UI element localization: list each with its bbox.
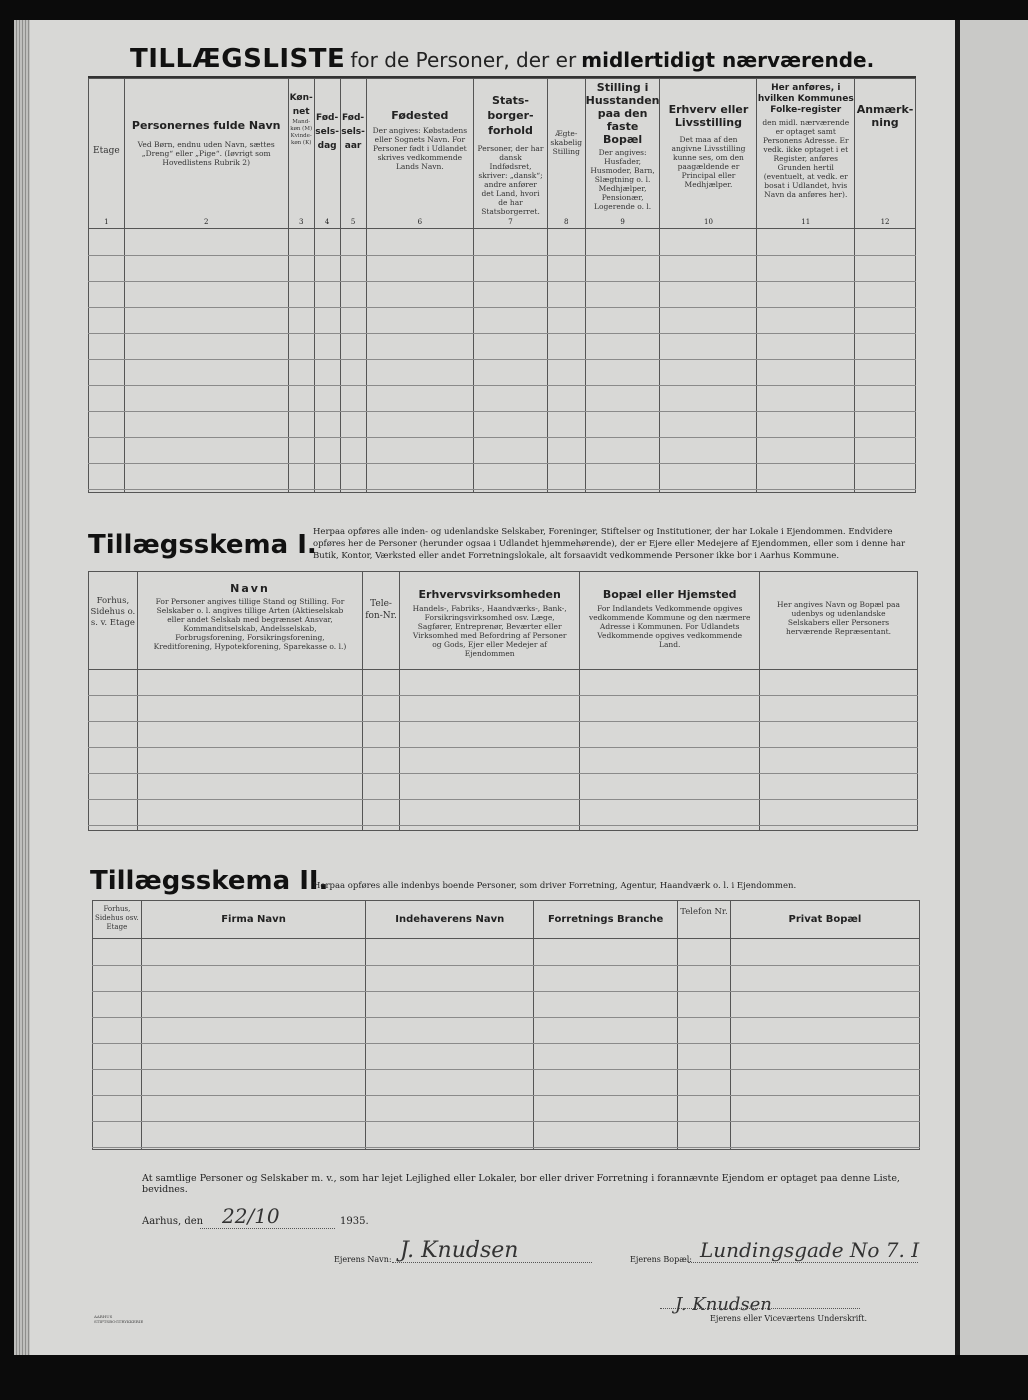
col-etage-head: Etage — [93, 146, 120, 156]
skema2-col-floor-text: Forhus, Sidehus osv. Etage — [95, 905, 139, 931]
col-name-head: Personernes fulde Navn — [131, 119, 281, 132]
footer-year: 1935. — [340, 1216, 369, 1227]
skema1-body-row — [89, 670, 918, 831]
col-num: 5 — [350, 218, 356, 226]
skema1-intro: Herpaa opføres alle inden- og udenlandske Selskaber, Foreninger, Stiftelser og Institutioner, der har Lokale i Ejendommen. Endvidere opføres her de Personer (herunder ogsaa i Udlandet hjemmehørende), der er Ejere eller Medejere af Ejendommen, eller som i denne har Butik, Kontor, Værksted eller andet Forretningslokale, alt forsaavidt vedkommende Personer ikke bor i Aarhus Kommune. — [313, 527, 906, 561]
skema1-table — [88, 571, 918, 831]
col-gender — [288, 79, 314, 229]
skema2-body-row — [93, 939, 920, 1150]
skema2-title: Tillægsskema II. — [90, 866, 329, 896]
skema1-col-name — [137, 572, 362, 670]
cell — [89, 670, 138, 831]
col-citizenship-head: Stats-borger-forhold — [487, 94, 534, 137]
col-birthplace-desc: Der angives: Købstadens eller Sognets Navn. For Personer født i Udlandet skrives vedkommende Lands Navn. — [372, 126, 468, 171]
col-birthyear-head: Fød-sels-aar — [341, 113, 365, 151]
cell — [366, 229, 474, 493]
skema2-col-branch-text: Forretnings Branche — [548, 914, 664, 925]
cell — [124, 229, 288, 493]
skema2-col-private — [730, 901, 919, 939]
skema1-col-floor — [89, 572, 138, 670]
cell — [89, 229, 125, 493]
main-table — [88, 78, 916, 493]
col-remark-head: Anmærk-ning — [856, 103, 914, 129]
skema1-col-residence-head: Bopæl eller Hjemsted — [602, 588, 737, 601]
signature-label: Ejerens eller Viceværtens Underskrift. — [710, 1314, 868, 1323]
col-birthday — [314, 79, 340, 229]
col-birthplace — [366, 79, 474, 229]
main-header-row — [89, 79, 916, 229]
cell — [730, 939, 919, 1150]
col-name-desc: Ved Børn, endnu uden Navn, sættes „Dreng“ eller „Pige“. (Iøvrigt som Hovedlistens Rubrik 2) — [137, 140, 275, 167]
col-occupation — [660, 79, 757, 229]
cell — [855, 229, 916, 493]
col-num: 2 — [203, 218, 209, 226]
skema2-col-owner-text: Indehaverens Navn — [395, 914, 505, 925]
skema2-col-private-text: Privat Bopæl — [788, 914, 862, 925]
skema1-col-business-desc: Handels-, Fabriks-, Haandværks-, Bank-, Forsikringsvirksomhed osv. Læge, Sagfører, Entreprenør, Beværter eller Virksomhed med Befordring af Personer og Gods, Ejer eller Medejer af Ejendommen — [412, 604, 567, 658]
cell — [363, 670, 400, 831]
col-num: 3 — [298, 218, 304, 226]
col-num: 6 — [417, 218, 423, 226]
skema2-col-firm-text: Firma Navn — [221, 914, 286, 925]
col-register-head: Her anføres, i hvilken Kommunes Folke-register — [757, 83, 854, 115]
signature-handwritten: J. Knudsen — [675, 1294, 772, 1315]
skema1-col-phone-text: Tele-fon-Nr. — [365, 599, 397, 621]
owner-address-line — [688, 1262, 918, 1263]
owner-name-handwritten: J. Knudsen — [400, 1238, 519, 1263]
signature-line — [660, 1308, 860, 1309]
col-citizenship-desc: Personer, der har dansk Indfødsret, skriver: „dansk“; andre anfører det Land, hvori de har Statsborgerret. — [477, 144, 544, 216]
col-occupation-desc: Det maa af den angivne Livsstilling kunne ses, om den paagældende er Principal eller Medhjælper. — [671, 135, 746, 189]
main-body-row — [89, 229, 916, 493]
col-gender-head: Køn-net — [289, 93, 313, 117]
printer-mark: AARHUS STIFTSBOGTRYKKERIE — [94, 1314, 144, 1324]
footer-city-label: Aarhus, den — [142, 1216, 204, 1227]
main-title — [130, 44, 920, 74]
cell — [141, 939, 366, 1150]
col-num: 8 — [564, 218, 569, 226]
date-handwritten: 22/10 — [222, 1204, 280, 1228]
col-num: 1 — [104, 218, 109, 226]
skema1-col-rep — [759, 572, 917, 670]
skema1-col-business-head: Erhvervsvirksomheden — [418, 588, 561, 601]
cell — [547, 229, 585, 493]
skema1-col-phone — [363, 572, 400, 670]
col-household — [585, 79, 660, 229]
cell — [759, 670, 917, 831]
owner-name-label: Ejerens Navn: — [334, 1255, 392, 1264]
owner-address-label: Ejerens Bopæl: — [630, 1255, 693, 1264]
cell — [474, 229, 548, 493]
title-rest: for de Personer, der er — [350, 48, 577, 72]
col-num: 9 — [620, 218, 625, 226]
skema2-header-row — [93, 901, 920, 939]
cell — [399, 670, 580, 831]
col-birthyear — [340, 79, 366, 229]
cell — [314, 229, 340, 493]
col-register-desc: den midl. nærværende er optaget samt Personens Adresse. Er vedk. ikke optaget i et Register, anføres Grunden hertil (eventuelt, at vedk. er bosat i Udlandet, hvis Navn da anføres her). — [762, 118, 850, 199]
skema2-col-floor — [93, 901, 142, 939]
cell — [678, 939, 731, 1150]
skema2-col-firm — [141, 901, 366, 939]
cell — [340, 229, 366, 493]
col-birthplace-head: Fødested — [391, 109, 449, 122]
col-register — [757, 79, 855, 229]
cell — [366, 939, 534, 1150]
col-num: 11 — [801, 218, 811, 226]
skema2-intro: Herpaa opføres alle indenbys boende Personer, som driver Forretning, Agentur, Haandværk o. l. i Ejendommen. — [313, 881, 797, 891]
facing-page — [960, 20, 1028, 1355]
col-etage — [89, 79, 125, 229]
col-gender-desc: Mand-køn (M) Kvinde-køn (K) — [290, 119, 313, 146]
col-name — [124, 79, 288, 229]
col-birthday-head: Fød-sels-dag — [315, 113, 339, 151]
skema1-col-rep-desc: Her angives Navn og Bopæl paa udenbys og udenlandske Selskabers eller Personers herværende Repræsentant. — [777, 600, 900, 636]
title-bold-1: TILLÆGSLISTE — [130, 44, 346, 74]
skema1-title: Tillægsskema I. — [88, 530, 317, 560]
col-marital — [547, 79, 585, 229]
cell — [757, 229, 855, 493]
skema1-col-residence — [580, 572, 760, 670]
col-num: 12 — [880, 218, 890, 226]
col-household-desc: Der angives: Husfader, Husmoder, Barn, Slægtning o. l. Medhjælper, Pensionær, Logerende o. l. — [590, 148, 655, 211]
skema1-col-name-head: Navn — [230, 582, 270, 595]
cell — [288, 229, 314, 493]
cell — [93, 939, 142, 1150]
col-household-head: Stilling i Husstanden paa den faste Bopæl — [585, 81, 660, 146]
skema2-col-branch — [534, 901, 678, 939]
col-num: 10 — [704, 218, 713, 226]
cell — [585, 229, 660, 493]
col-occupation-head: Erhverv eller Livsstilling — [668, 103, 749, 129]
footer-statement: At samtlige Personer og Selskaber m. v., som har lejet Lejlighed eller Lokaler, bor eller driver Forretning i forannævnte Ejendom er optaget paa denne Liste, bevidnes. — [142, 1173, 900, 1195]
skema1-header-row — [89, 572, 918, 670]
skema1-col-floor-text: Forhus, Sidehus o. s. v. Etage — [90, 596, 136, 628]
skema1-col-business — [399, 572, 580, 670]
col-num: 4 — [324, 218, 330, 226]
cell — [534, 939, 678, 1150]
col-marital-desc: Ægte-skabelig Stilling — [550, 129, 583, 156]
date-line — [200, 1228, 335, 1229]
skema2-col-owner — [366, 901, 534, 939]
cell — [660, 229, 757, 493]
skema2-col-phone — [678, 901, 731, 939]
skema2-col-phone-text: Telefon Nr. — [680, 907, 728, 917]
skema2-table — [92, 900, 920, 1150]
owner-address-handwritten: Lundingsgade No 7. I — [700, 1238, 920, 1262]
col-citizenship — [474, 79, 548, 229]
skema1-col-residence-desc: For Indlandets Vedkommende opgives vedkommende Kommune og den nærmere Adresse i Kommunen. For Udlandets Vedkommende opgives vedkommende Land. — [588, 604, 751, 649]
title-bold-2: midlertidigt nærværende. — [581, 48, 875, 72]
cell — [580, 670, 760, 831]
skema1-col-name-desc: For Personer angives tillige Stand og Stilling. For Selskaber o. l. angives tillige Arten (Aktieselskab eller andet Selskab med begrænset Ansvar, Kommanditselskab, Andelsselskab, Forbrugsforening, Forsikringsforening, Kreditforening, Hypotekforening, Sparekasse o. l.) — [153, 597, 347, 651]
cell — [137, 670, 362, 831]
col-remark — [855, 79, 916, 229]
col-num: 7 — [508, 218, 513, 226]
